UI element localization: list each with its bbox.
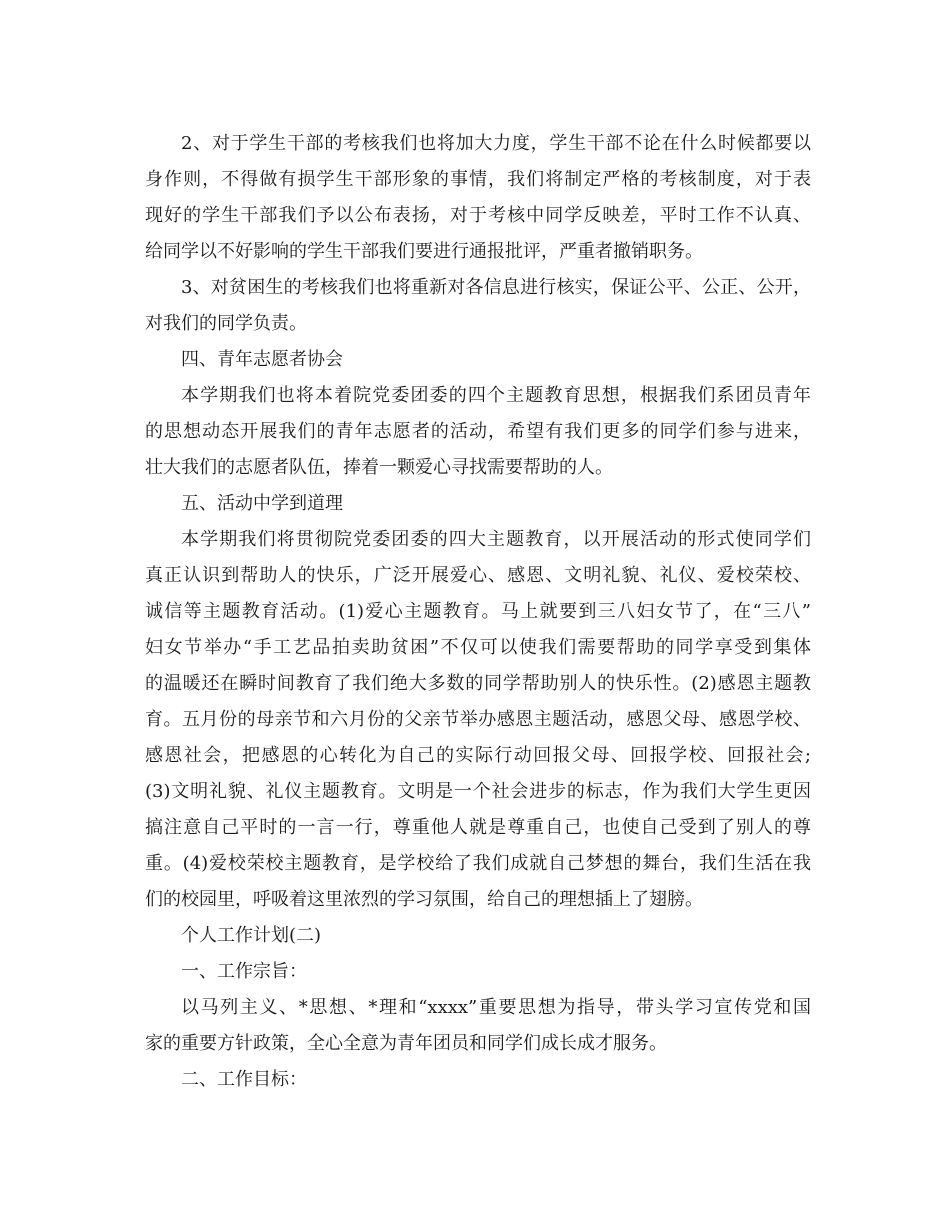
text-line: 3、对贫困生的考核我们也将重新对各信息进行核实，保证公平、公正、公开， bbox=[181, 277, 811, 298]
text-line: 感恩社会，把感恩的心转化为自己的实际行动回报父母、回报学校、回报社会; bbox=[145, 745, 811, 766]
text-line: 的温暖还在瞬时间教育了我们绝大多数的同学帮助别人的快乐性。(2)感恩主题教 bbox=[145, 673, 811, 694]
text-line: 现好的学生干部我们予以公布表扬，对于考核中同学反映差，平时工作不认真、 bbox=[145, 205, 811, 226]
text-line: 真正认识到帮助人的快乐，广泛开展爱心、感恩、文明礼貌、礼仪、爱校荣校、 bbox=[145, 565, 811, 586]
text-line: 五、活动中学到道理 bbox=[181, 493, 343, 514]
text-line: 育。五月份的母亲节和六月份的父亲节举办感恩主题活动，感恩父母、感恩学校、 bbox=[145, 709, 811, 730]
text-line: 二、工作目标： bbox=[181, 1069, 307, 1090]
text-line: 对我们的同学负责。 bbox=[145, 313, 307, 334]
text-line: 身作则，不得做有损学生干部形象的事情，我们将制定严格的考核制度，对于表 bbox=[145, 169, 811, 190]
text-line: 本学期我们也将本着院党委团委的四个主题教育思想，根据我们系团员青年 bbox=[181, 385, 811, 406]
text-line: 四、青年志愿者协会 bbox=[181, 349, 343, 370]
text-line: 2、对于学生干部的考核我们也将加大力度，学生干部不论在什么时候都要以 bbox=[181, 133, 811, 154]
text-line: 重。(4)爱校荣校主题教育，是学校给了我们成就自己梦想的舞台，我们生活在我 bbox=[145, 853, 811, 874]
document-body bbox=[145, 126, 811, 1098]
text-line: 家的重要方针政策，全心全意为青年团员和同学们成长成才服务。 bbox=[145, 1033, 667, 1054]
text-line: 搞注意自己平时的一言一行，尊重他人就是尊重自己，也使自己受到了别人的尊 bbox=[145, 817, 811, 838]
text-line: (3)文明礼貌、礼仪主题教育。文明是一个社会进步的标志，作为我们大学生更因 bbox=[145, 781, 811, 802]
text-line: 本学期我们将贯彻院党委团委的四大主题教育，以开展活动的形式使同学们 bbox=[181, 529, 811, 550]
text-line: 以马列主义、*思想、*理和“xxxx”重要思想为指导，带头学习宣传党和国 bbox=[181, 997, 811, 1018]
text-line: 的思想动态开展我们的青年志愿者的活动，希望有我们更多的同学们参与进来， bbox=[145, 421, 811, 442]
text-line: 们的校园里，呼吸着这里浓烈的学习氛围，给自己的理想插上了翅膀。 bbox=[145, 889, 703, 910]
text-line: 一、工作宗旨： bbox=[181, 961, 307, 982]
text-line: 妇女节举办“手工艺品拍卖助贫困”不仅可以使我们需要帮助的同学享受到集体 bbox=[145, 637, 811, 658]
text-line: 诚信等主题教育活动。(1)爱心主题教育。马上就要到三八妇女节了，在“三八” bbox=[145, 601, 811, 622]
text-line: 个人工作计划(二) bbox=[181, 925, 322, 946]
text-line: 给同学以不好影响的学生干部我们要进行通报批评，严重者撤销职务。 bbox=[145, 241, 703, 262]
text-line: 壮大我们的志愿者队伍，捧着一颗爱心寻找需要帮助的人。 bbox=[145, 457, 613, 478]
